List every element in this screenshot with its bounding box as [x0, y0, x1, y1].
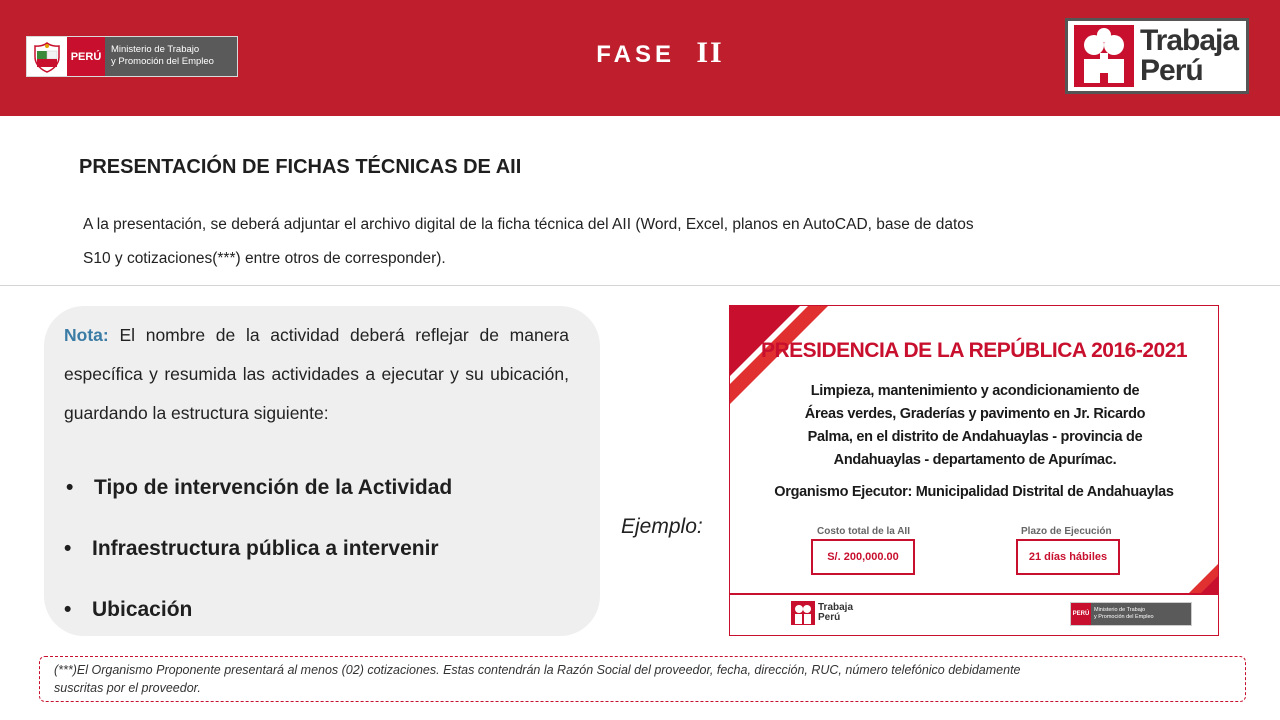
section-title: PRESENTACIÓN DE FICHAS TÉCNICAS DE AII — [79, 156, 522, 178]
trabaja-peru-people-icon — [790, 600, 816, 626]
sign-ministry-logo: PERÚ Ministerio de Trabajo y Promoción del Empleo — [1070, 602, 1192, 626]
sign-title: PRESIDENCIA DE LA REPÚBLICA 2016-2021 — [760, 339, 1188, 362]
trabaja-peru-logo — [1065, 18, 1249, 94]
sign-cost-value: S/. 200,000.00 — [811, 539, 915, 575]
footnote: (***)El Organismo Proponente presentará al menos (02) cotizaciones. Estas contendrán la Razón Social del proveedor, fecha, dirección, RUC, número telefónico debidamente suscritas por el proveedor. — [39, 656, 1246, 702]
example-label: Ejemplo: — [621, 515, 703, 538]
ministry-logo — [26, 36, 238, 77]
bullet-dot-icon: • — [64, 598, 72, 621]
sign-executing-org: Organismo Ejecutor: Municipalidad Distrital de Andahuaylas — [774, 484, 1174, 500]
intro-paragraph: A la presentación, se deberá adjuntar el archivo digital de la ficha técnica del AII (Word, Excel, planos en AutoCAD, base de datos S10 y cotizaciones(***) entre otros de corresponder). — [83, 216, 974, 267]
peru-coat-of-arms-icon — [27, 37, 67, 76]
peru-label: PERÚ — [67, 37, 105, 76]
trabaja-peru-wordmark: Trabaja Perú — [1140, 24, 1239, 87]
bullet-item-infrastructure: • Infraestructura pública a intervenir — [64, 537, 439, 560]
trabaja-peru-people-icon — [1072, 23, 1136, 89]
bullet-item-intervention-type: • Tipo de intervención de la Actividad — [66, 476, 453, 499]
note-label: Nota: — [64, 325, 109, 345]
bullet-item-location: • Ubicación — [64, 598, 193, 621]
header-band — [0, 0, 1280, 116]
sign-cost-label: Costo total de la AII — [817, 526, 910, 537]
sign-trabaja-peru-logo: Trabaja Perú — [790, 600, 853, 626]
phase-title — [540, 36, 780, 70]
sign-term-value: 21 días hábiles — [1016, 539, 1120, 575]
sign-footer-line — [730, 593, 1218, 595]
bullet-dot-icon: • — [64, 537, 72, 560]
sign-description: Limpieza, mantenimiento y acondicionamiento de Áreas verdes, Graderías y pavimento en Jr. Ricardo Palma, en el distrito de Andahuaylas - provincia de Andahuaylas - departamento de Apurímac. — [804, 383, 1146, 468]
note-paragraph — [64, 316, 569, 433]
section-divider — [0, 285, 1280, 286]
phase-number: II — [696, 36, 724, 69]
bullet-dot-icon: • — [66, 476, 74, 499]
ministry-name: Ministerio de Trabajo y Promoción del Empleo — [105, 37, 237, 76]
example-sign-image — [729, 305, 1219, 636]
note-text: El nombre de la actividad deberá reflejar de manera específica y resumida las actividades a ejecutar y su ubicación, guardando la estructura siguiente: — [64, 325, 569, 423]
sign-term-label: Plazo de Ejecución — [1021, 526, 1112, 537]
phase-word: FASE — [596, 41, 675, 68]
